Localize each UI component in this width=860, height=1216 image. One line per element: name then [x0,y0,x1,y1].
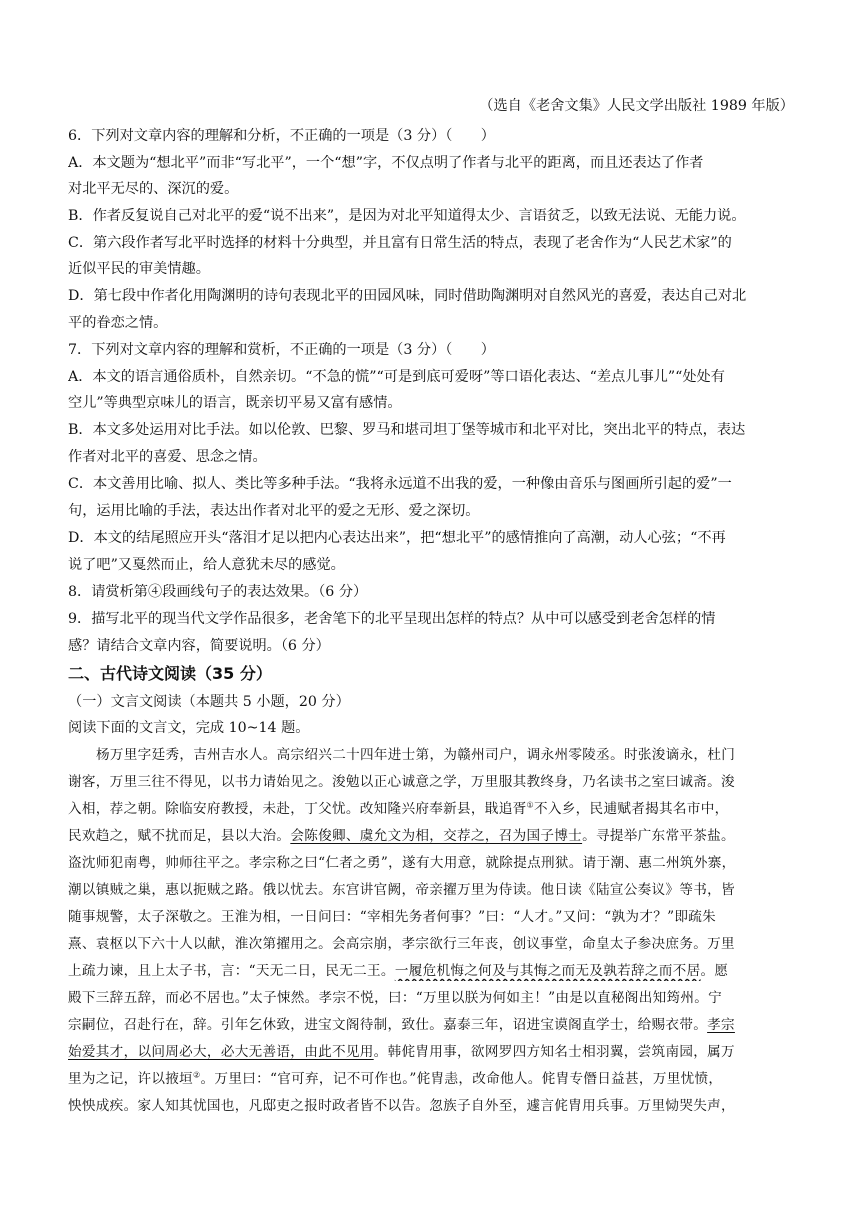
passage-line: 殿下三辞五辞，而必不居也。”太子悚然。孝宗不悦，曰：“万里以朕为何如主！”由是以直秘阁出知筠州。宁 [68,990,723,1006]
underlined-sentence: 孝宗 [707,1017,735,1033]
q7-option-b-cont: 作者对北平的喜爱、思念之情。 [68,449,267,465]
q6-option-d-cont: 平的眷恋之情。 [68,315,168,331]
subsection-heading: （一）文言文阅读（本题共 5 小题，20 分） [68,694,350,710]
q6-option-a: A．本文题为“想北平”而非“写北平”，一个“想”字，不仅点明了作者与北平的距离，而且还表达了作者 [68,155,704,171]
passage-line: 里为之记，许以掖垣②。万里曰：“官可弃，记不可作也。”侂胄恚，改命他人。侂胄专僭日益甚，万里忧愤， [68,1070,723,1087]
passage-line: 盗沈师犯南粤，帅师往平之。孝宗称之曰“仁者之勇”，遂有大用意，就除提点刑狱。请于潮、惠二州筑外寨， [68,855,736,871]
q6-option-a-cont: 对北平无尽的、深沉的爱。 [68,181,239,197]
question-9-cont: 感？请结合文章内容，简要说明。（6 分） [68,638,330,654]
underlined-sentence: 会陈俊卿、虞允文为相，交荐之，召为国子博士 [290,828,583,844]
question-7-stem: 7．下列对文章内容的理解和赏析，不正确的一项是（3 分）（ ） [68,342,495,358]
passage-line: 宗嗣位，召赴行在，辞。引年乞休致，进宝文阁待制，致仕。嘉泰三年，诏进宝谟阁直学士，给赐衣带。孝宗 [68,1017,735,1033]
q6-option-d: D．第七段中作者化用陶渊明的诗句表现北平的田园风味，同时借助陶渊明对自然风光的喜爱，表达自己对北 [68,288,747,304]
footnote-marker: ② [193,1070,201,1080]
passage-line: 入相，荐之朝。除临安府教授，未赴，丁父忧。改知隆兴府奉新县，戢追胥①不入乡，民逋赋者揭其名市中， [68,800,729,817]
passage-line: 怏怏成疾。家人知其忧国也，凡邸吏之报时政者皆不以告。忽族子自外至，遽言侂胄用兵事。万里恸哭失声， [68,1098,735,1114]
question-6-stem: 6．下列对文章内容的理解和分析，不正确的一项是（3 分）（ ） [68,128,495,144]
question-9: 9．描写北平的现当代文学作品很多，老舍笔下的北平呈现出怎样的特点？从中可以感受到老舍怎样的情 [68,611,716,627]
passage-line: 上疏力谏，且上太子书，言：“天无二日，民无二王。一履危机悔之何及与其悔之而无及孰若辞之而不居。愿 [68,963,729,979]
q7-option-c: C．本文善用比喻、拟人、类比等多种手法。“我将永远道不出我的爱，一种像由音乐与图画所引起的爱”一 [68,476,732,492]
q7-option-d-cont: 说了吧”又戛然而止，给人意犹未尽的感觉。 [68,557,345,573]
passage-line: 熹、袁枢以下六十人以献，淮次第擢用之。会高宗崩，孝宗欲行三年丧，创议事堂，命皇太子参决庶务。万里 [68,936,735,952]
source-citation: （选自《老舍文集》人民文学出版社 1989 年版） [479,98,794,114]
underlined-sentence: 始爱其才，以问周必大，必大无善语，由此不见用 [68,1044,374,1060]
q7-option-c-cont: 句，运用比喻的手法，表达出作者对北平的爱之无形、爱之深切。 [68,503,480,519]
question-8: 8．请赏析第④段画线句子的表达效果。（6 分） [68,584,368,600]
q7-option-b: B．本文多处运用对比手法。如以伦敦、巴黎、罗马和堪司坦丁堡等城市和北平对比，突出北平的特点，表达 [68,422,746,438]
q7-option-a: A．本文的语言通俗质朴，自然亲切。“不急的慌”“可是到底可爱呀”等口语化表达、“差点儿事儿”“处处有 [68,369,725,385]
wavy-underlined-sentence: 一履危机悔之何及与其悔之而无及孰若辞之而不居 [394,963,701,979]
passage-line: 潮以镇贼之巢，惠以扼贼之路。俄以忧去。东宫讲官阙，帝亲擢万里为侍读。他日读《陆宣公奏议》等书，皆 [68,882,735,898]
passage-line: 杨万里字廷秀，吉州吉水人。高宗绍兴二十四年进士第，为赣州司户，调永州零陵丞。时张浚谪永，杜门 [96,747,736,763]
passage-line: 民欢趋之，赋不扰而足，县以大治。会陈俊卿、虞允文为相，交荐之，召为国子博士。寻提举广东常平茶盐。 [68,828,735,844]
passage-line: 随事规警，太子深敬之。王淮为相，一日问曰：“宰相先务者何事？”曰：“人才。”又问：“孰为才？”即疏朱 [68,909,717,925]
q6-option-c: C．第六段作者写北平时选择的材料十分典型，并且富有日常生活的特点，表现了老舍作为“人民艺术家”的 [68,235,732,251]
q7-option-d: D．本文的结尾照应开头“落泪才足以把内心表达出来”，把“想北平”的感情推向了高潮，动人心弦；“不再 [68,530,726,546]
reading-instruction: 阅读下面的文言文，完成 10~14 题。 [68,720,310,736]
q7-option-a-cont: 空儿”等典型京味儿的语言，既亲切平易又富有感情。 [68,395,402,411]
q6-option-c-cont: 近似平民的审美情趣。 [68,261,210,277]
q6-option-b: B．作者反复说自己对北平的爱“说不出来”，是因为对北平知道得太少、言语贫乏，以致无法说、无能力说。 [68,208,746,224]
footnote-marker: ① [526,800,534,810]
passage-line: 谢客，万里三往不得见，以书力请始见之。浚勉以正心诚意之学，万里服其教终身，乃名读书之室曰诚斋。浚 [68,774,735,790]
passage-line: 始爱其才，以问周必大，必大无善语，由此不见用。韩侂胄用事，欲网罗四方知名士相羽翼，尝筑南园，属万 [68,1044,735,1060]
section-heading: 二、古代诗文阅读（35 分） [68,664,272,683]
